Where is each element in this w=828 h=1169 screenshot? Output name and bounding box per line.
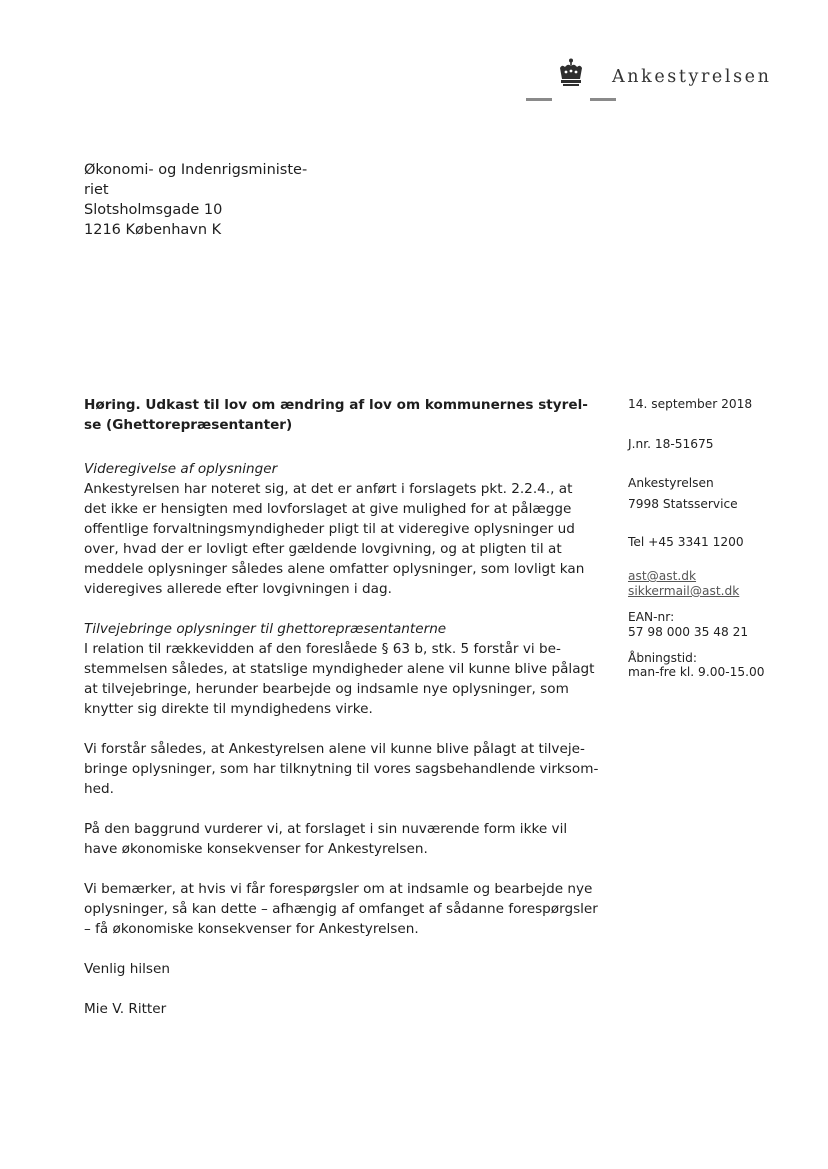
paragraph xyxy=(84,819,604,859)
email-link[interactable]: ast@ast.dk xyxy=(628,569,697,583)
text-line: hed. xyxy=(84,781,114,797)
ean-value: 57 98 000 35 48 21 xyxy=(628,625,749,639)
text-line: Vi bemærker, at hvis vi får forespørgsler om at indsamle og bearbejde nye xyxy=(84,881,593,897)
text-line: meddele oplysninger således alene omfatter oplysninger, som lovligt kan xyxy=(84,561,585,577)
text-line: knytter sig direkte til myndighedens virke. xyxy=(84,701,373,717)
address-line: riet xyxy=(84,182,109,198)
address-line: 1216 København K xyxy=(84,222,222,238)
address-line: Økonomi- og Indenrigsministe- xyxy=(84,162,308,178)
text-line: oplysninger, så kan dette – afhængig af omfanget af sådanne forespørgsler xyxy=(84,901,598,917)
journal-number: J.nr. 18-51675 xyxy=(628,437,714,451)
text-line: I relation til rækkevidden af den foreslåede § 63 b, stk. 5 forstår vi be- xyxy=(84,641,561,657)
text-line: På den baggrund vurderer vi, at forslaget i sin nuværende form ikke vil xyxy=(84,821,568,837)
recipient-address xyxy=(84,160,324,240)
sender-org: Ankestyrelsen xyxy=(628,476,714,490)
text-line: bringe oplysninger, som har tilknytning til vores sagsbehandlende virksom- xyxy=(84,761,599,777)
opening-hours-value: man-fre kl. 9.00-15.00 xyxy=(628,665,765,679)
header-rule-right xyxy=(590,98,616,101)
sender-phone: Tel +45 3341 1200 xyxy=(628,535,744,549)
ean-label: EAN-nr: xyxy=(628,610,675,624)
text-line: stemmelsen således, at statslige myndigheder alene vil kunne blive pålagt xyxy=(84,661,595,677)
text-line: Vi forstår således, at Ankestyrelsen alene vil kunne blive pålagt at tilveje- xyxy=(84,741,585,757)
text-line: Ankestyrelsen har noteret sig, at det er anført i forslagets pkt. 2.2.4., at xyxy=(84,481,573,497)
opening-hours-label: Åbningstid: xyxy=(628,651,698,665)
subject-line: Høring. Udkast til lov om ændring af lov om kommunernes styrel- xyxy=(84,397,588,413)
letter-date: 14. september 2018 xyxy=(628,397,753,411)
text-line: – få økonomiske konsekvenser for Ankestyrelsen. xyxy=(84,921,419,937)
sender-address: 7998 Statsservice xyxy=(628,497,738,511)
section-title: Tilvejebringe oplysninger til ghettorepræsentanterne xyxy=(84,621,447,637)
section-tilvejebringe xyxy=(84,619,604,719)
text-line: have økonomiske konsekvenser for Ankestyrelsen. xyxy=(84,841,428,857)
text-line: offentlige forvaltningsmyndigheder pligt til at videregive oplysninger ud xyxy=(84,521,575,537)
text-line: at tilvejebringe, herunder bearbejde og indsamle nye oplysninger, som xyxy=(84,681,569,697)
signature: Mie V. Ritter xyxy=(84,1001,167,1017)
header-rule-left xyxy=(526,98,552,101)
brand-name: Ankestyrelsen xyxy=(612,67,772,87)
letter-body xyxy=(84,395,604,1039)
subject-line: se (Ghettorepræsentanter) xyxy=(84,417,293,433)
crown-icon xyxy=(556,58,586,88)
text-line: videregives allerede efter lovgivningen i dag. xyxy=(84,581,392,597)
address-line: Slotsholmsgade 10 xyxy=(84,202,223,218)
secure-email-link[interactable]: sikkermail@ast.dk xyxy=(628,584,740,598)
paragraph xyxy=(84,879,604,939)
section-title: Videregivelse af oplysninger xyxy=(84,461,278,477)
text-line: over, hvad der er lovligt efter gældende lovgivning, og at pligten til at xyxy=(84,541,562,557)
paragraph xyxy=(84,739,604,799)
letter-subject xyxy=(84,395,604,435)
section-videregivelse xyxy=(84,459,604,599)
text-line: det ikke er hensigten med lovforslaget at give mulighed for at pålægge xyxy=(84,501,572,517)
closing: Venlig hilsen xyxy=(84,961,170,977)
